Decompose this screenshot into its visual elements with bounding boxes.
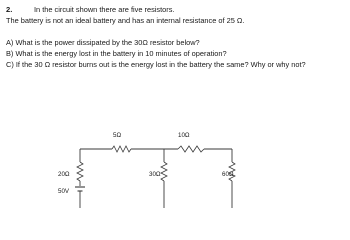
label-50v: 50V (58, 188, 70, 195)
resistor-10-ohm (178, 146, 204, 152)
label-5-ohm: 5Ω (113, 132, 122, 139)
problem-intro: In the circuit shown there are five resistors. (34, 5, 175, 14)
problem-number: 2. (6, 5, 13, 14)
resistor-5-ohm (112, 146, 131, 152)
label-20-ohm: 20Ω (58, 171, 70, 178)
resistor-20-ohm (77, 162, 83, 181)
question-c: C) If the 30 Ω resistor burns out is the energy lost in the battery the same? Why or why not? (6, 60, 306, 69)
label-10-ohm: 10Ω (178, 132, 190, 139)
question-a: A) What is the power dissipated by the 30Ω resistor below? (6, 38, 200, 47)
question-b: B) What is the energy lost in the battery in 10 minutes of operation? (6, 49, 227, 58)
battery-note: The battery is not an ideal battery and has an internal resistance of 25 Ω. (6, 16, 245, 25)
resistor-30-ohm (161, 162, 167, 181)
label-30-ohm: 30Ω (149, 171, 161, 178)
label-60-ohm: 60Ω (222, 171, 234, 178)
